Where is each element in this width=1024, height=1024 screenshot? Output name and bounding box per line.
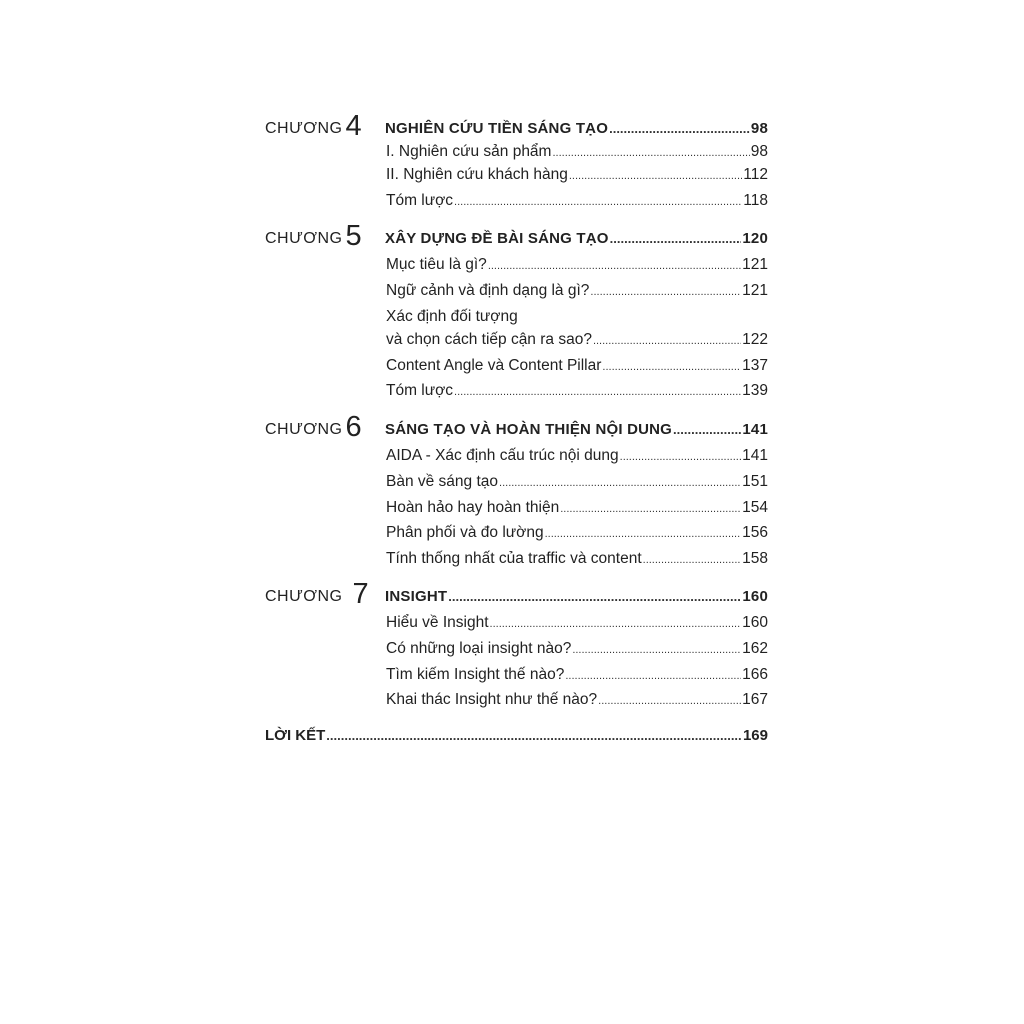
chapter-label	[265, 411, 362, 444]
toc-entry	[386, 382, 768, 404]
chapter-title: XÂY DỰNG ĐỀ BÀI SÁNG TẠO	[385, 230, 609, 247]
entry-title: và chọn cách tiếp cận ra sao?	[386, 331, 592, 348]
leader-dots	[598, 695, 741, 707]
chapter-title: SÁNG TẠO VÀ HOÀN THIỆN NỘI DUNG	[385, 421, 673, 438]
page-number: 167	[742, 691, 768, 708]
toc-entry	[386, 614, 768, 636]
leader-dots	[602, 361, 741, 373]
page-number: 141	[742, 421, 768, 438]
page-number: 141	[742, 447, 768, 464]
toc-entry	[386, 666, 768, 688]
entry-title: Tính thống nhất của traffic và content	[386, 550, 642, 567]
leader-dots	[552, 147, 749, 159]
page-number: 121	[742, 256, 768, 273]
leader-dots	[488, 260, 741, 272]
chapter-title: INSIGHT	[385, 588, 448, 605]
entry-title: Content Angle và Content Pillar	[386, 357, 602, 374]
entry-title-line1: Xác định đối tượng	[386, 308, 518, 325]
leader-dots	[448, 589, 741, 604]
entry-title: Phân phối và đo lường	[386, 524, 544, 541]
entry-title: Ngữ cảnh và định dạng là gì?	[386, 282, 590, 299]
toc-entry	[386, 499, 768, 521]
chapter-label	[265, 220, 362, 253]
chapter-word: CHƯƠNG	[265, 421, 343, 438]
page-number: 98	[750, 143, 768, 160]
closing-title: LỜI KẾT	[265, 727, 326, 744]
leader-dots	[490, 618, 742, 630]
toc-entry	[386, 256, 768, 278]
leader-dots	[620, 451, 741, 463]
chapter-number: 6	[345, 411, 363, 443]
leader-dots	[560, 503, 741, 515]
leader-dots	[454, 386, 741, 398]
entry-title: I. Nghiên cứu sản phẩm	[386, 143, 552, 160]
chapter-number: 4	[345, 110, 363, 142]
toc-entry	[386, 331, 768, 353]
leader-dots	[643, 554, 741, 566]
leader-dots	[565, 670, 741, 682]
entry-title: Mục tiêu là gì?	[386, 256, 487, 273]
chapter-heading	[385, 588, 768, 610]
page-number: 158	[742, 550, 768, 567]
entry-title: Hiểu về Insight	[386, 614, 489, 631]
page-number: 112	[743, 166, 768, 183]
page-number: 120	[742, 230, 768, 247]
entry-title: Tóm lược	[386, 382, 454, 399]
page-number: 156	[742, 524, 768, 541]
leader-dots	[610, 231, 742, 246]
chapter-heading	[385, 230, 768, 252]
toc-entry	[386, 473, 768, 495]
entry-title: Có những loại insight nào?	[386, 640, 572, 657]
entry-title: Tìm kiếm Insight thế nào?	[386, 666, 565, 683]
chapter-heading	[385, 421, 768, 443]
leader-dots	[673, 422, 741, 437]
toc-entry	[386, 691, 768, 713]
leader-dots	[569, 170, 742, 182]
toc-entry	[386, 640, 768, 662]
page-number: 169	[742, 727, 768, 744]
leader-dots	[590, 286, 741, 298]
page-number: 151	[742, 473, 768, 490]
leader-dots	[454, 196, 742, 208]
entry-title: Khai thác Insight như thế nào?	[386, 691, 598, 708]
chapter-word: CHƯƠNG	[265, 120, 343, 137]
chapter-heading	[385, 120, 768, 142]
chapter-label	[265, 110, 362, 143]
page-number: 139	[742, 382, 768, 399]
page-number: 137	[742, 357, 768, 374]
entry-title: Hoàn hảo hay hoàn thiện	[386, 499, 560, 516]
chapter-number: 7	[352, 578, 370, 610]
entry-title: Tóm lược	[386, 192, 454, 209]
page-number: 98	[750, 120, 768, 137]
toc-entry	[386, 524, 768, 546]
page-number: 122	[742, 331, 768, 348]
leader-dots	[326, 728, 742, 743]
entry-title: AIDA - Xác định cấu trúc nội dung	[386, 447, 619, 464]
leader-dots	[499, 477, 741, 489]
toc-entry	[386, 166, 768, 188]
page-number: 118	[743, 192, 768, 209]
toc-entry	[386, 282, 768, 304]
chapter-word: CHƯƠNG	[265, 588, 343, 605]
toc-entry	[386, 447, 768, 469]
page-number: 154	[742, 499, 768, 516]
entry-title: II. Nghiên cứu khách hàng	[386, 166, 568, 183]
page-number: 121	[742, 282, 768, 299]
chapter-word: CHƯƠNG	[265, 230, 343, 247]
page-number: 160	[742, 588, 768, 605]
chapter-title: NGHIÊN CỨU TIỀN SÁNG TẠO	[385, 120, 609, 137]
chapter-number: 5	[345, 220, 363, 252]
leader-dots	[572, 644, 741, 656]
leader-dots	[545, 528, 742, 540]
toc-entry	[386, 357, 768, 379]
toc-entry	[386, 143, 768, 165]
leader-dots	[609, 121, 750, 136]
page-number: 160	[742, 614, 768, 631]
chapter-label	[265, 578, 369, 611]
entry-title: Bàn về sáng tạo	[386, 473, 499, 490]
page-number: 162	[742, 640, 768, 657]
toc-entry	[386, 550, 768, 572]
page-number: 166	[742, 666, 768, 683]
leader-dots	[593, 335, 741, 347]
toc-entry	[386, 192, 768, 214]
closing-heading	[265, 727, 768, 749]
